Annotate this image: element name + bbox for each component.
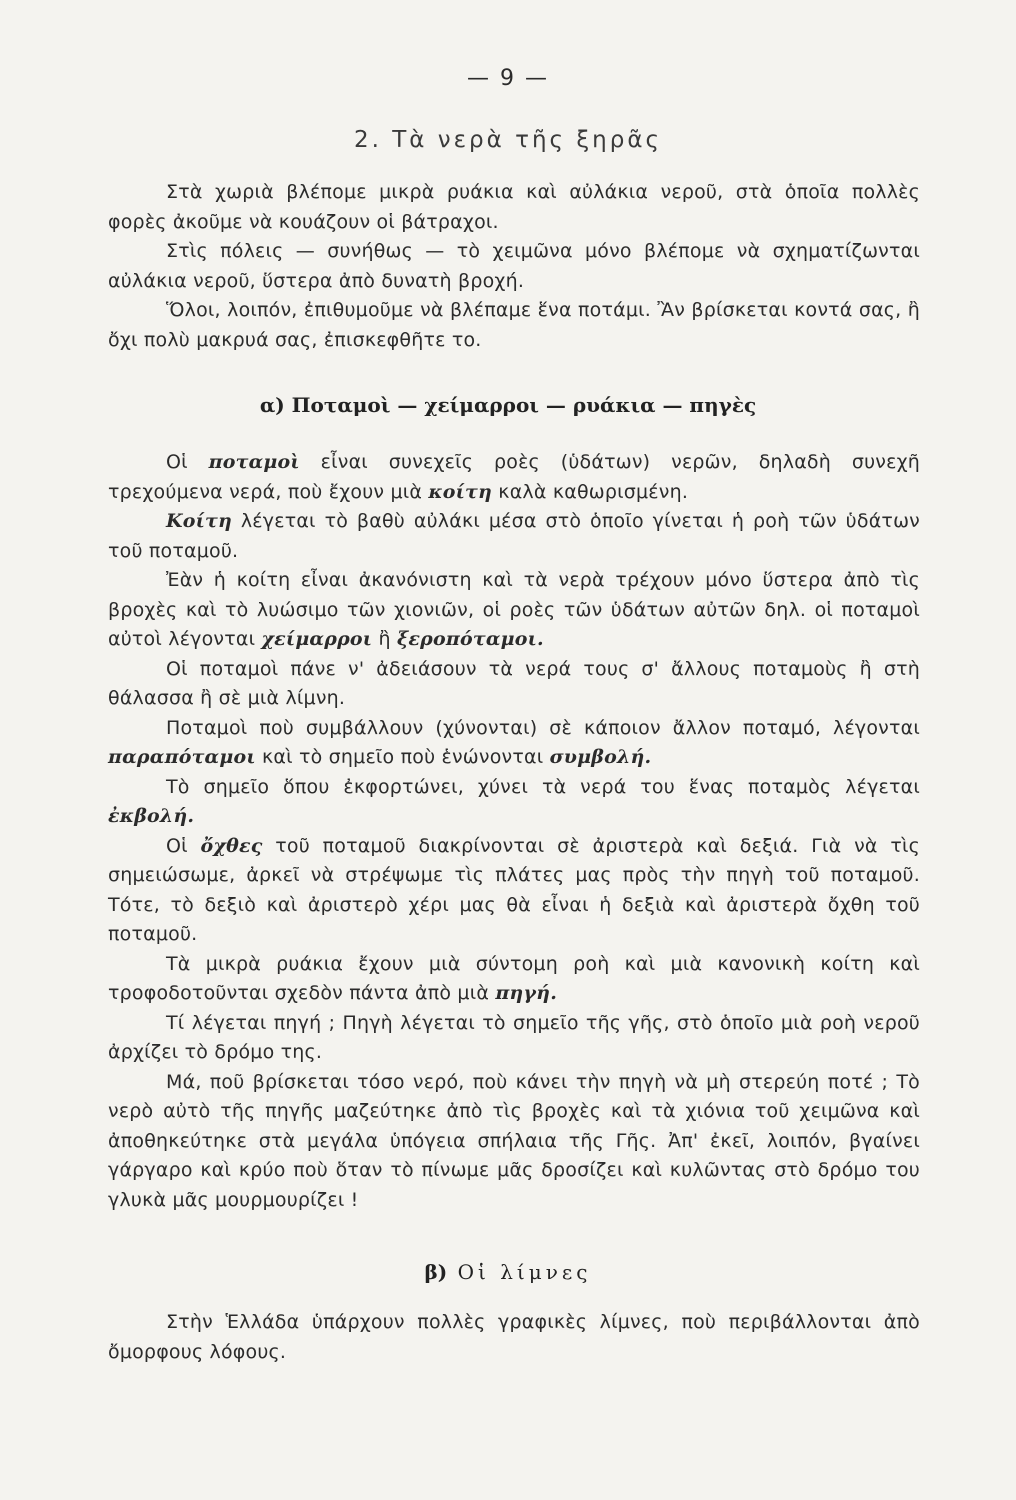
section-a-heading: α) Ποταμοὶ — χείμαρροι — ρυάκια — πηγὲς [259,393,757,417]
term-dry-rivers: ξεροπόταμοι. [396,628,544,650]
term-mouth: ἐκβολή. [108,805,195,827]
paragraph-mouth: Τὸ σημεῖο ὅπου ἐκφορτώνει, χύνει τὰ νερά του ἕνας ποταμὸς λέγεται ἐκβολή. [108,775,920,827]
intro-paragraph: Στὶς πόλεις — συνήθως — τὸ χειμῶνα μόνο βλέπομε νὰ σχηματίζωνται αὐλάκια νεροῦ, ὕστερα ἀπὸ δυνατὴ βροχή. [108,240,920,292]
intro-paragraph: Ὅλοι, λοιπόν, ἐπιθυμοῦμε νὰ βλέπαμε ἕνα ποτάμι. Ἂν βρίσκεται κοντά σας, ἢ ὄχι πολὺ μακρυά σας, ἐπισκεφθῆτε το. [108,299,920,351]
term-banks: ὄχθες [200,834,263,857]
section-b-title: Οἱ λίμνες [457,1260,592,1284]
intro-paragraph: Στὰ χωριὰ βλέπομε μικρὰ ρυάκια καὶ αὐλάκια νεροῦ, στὰ ὁποῖα πολλὲς φορὲς ἀκοῦμε νὰ κουάζουν οἱ βάτραχοι. [108,181,920,233]
term-riverbed-def: Κοίτη [166,510,232,532]
intro-text [108,178,920,355]
paragraph-riverbed: Κοίτη λέγεται τὸ βαθὺ αὐλάκι μέσα στὸ ὁποῖο γίνεται ἡ ροὴ τῶν ὑδάτων τοῦ ποταμοῦ. [108,510,920,562]
term-spring: πηγή. [495,982,558,1004]
section-b-heading [0,1260,1016,1284]
paragraph-rivers: Οἱ ποταμοὶ εἶναι συνεχεῖς ροὲς (ὑδάτων) νερῶν, δηλαδὴ συνεχῆ τρεχούμενα νερά, ποὺ ἔχουν μιὰ κοίτη καλὰ καθωρισμένη. [108,451,920,503]
paragraph-banks: Οἱ ὄχθες τοῦ ποταμοῦ διακρίνονται σὲ ἀριστερὰ καὶ δεξιά. Γιὰ νὰ τὶς σημειώσωμε, ἀρκεῖ νὰ στρέψωμε τὶς πλάτες μας πρὸς τὴν πηγὴ τοῦ ποταμοῦ. Τότε, τὸ δεξιὸ καὶ ἀριστερὸ χέρι μας θὰ εἶναι ἡ δεξιὰ καὶ ἀριστερὰ ὄχθη τοῦ ποταμοῦ. [108,834,920,945]
term-confluence: συμβολή. [549,746,652,768]
term-riverbed: κοίτη [428,480,493,503]
paragraph-spring-water: Μά, ποῦ βρίσκεται τόσο νερό, ποὺ κάνει τὴν πηγὴ νὰ μὴ στερεύη ποτέ ; Τὸ νερὸ αὐτὸ τῆς πηγῆς μαζεύτηκε ἀπὸ τὶς βροχὲς καὶ τὰ χιόνια τοῦ χειμῶνα καὶ ἀποθηκεύτηκε στὰ μεγάλα ὑπόγεια σπήλαια τῆς Γῆς. Ἀπ' ἐκεῖ, λοιπόν, βγαίνει γάργαρο καὶ κρύο ποὺ ὅταν τὸ πίνωμε μᾶς δροσίζει καὶ κυλῶντας στὸ δρόμο του γλυκὰ μᾶς μουρμουρίζει ! [108,1070,920,1211]
paragraph-tributaries: Ποταμοὶ ποὺ συμβάλλουν (χύνονται) σὲ κάποιον ἄλλον ποταμό, λέγονται παραπόταμοι καὶ τὸ σημεῖο ποὺ ἑνώνονται συμβολή. [108,716,920,768]
page-number: — 9 — [467,66,549,91]
paragraph-torrents: Ἐὰν ἡ κοίτη εἶναι ἀκανόνιστη καὶ τὰ νερὰ τρέχουν μόνο ὕστερα ἀπὸ τὶς βροχὲς καὶ τὸ λυώσιμο τῶν χιονιῶν, οἱ ροὲς τῶν ὑδάτων αὐτῶν δηλ. οἱ ποταμοὶ αὐτοὶ λέγονται χείμαρροι ἢ ξεροπόταμοι. [108,569,920,650]
term-tributaries: παραπόταμοι [108,746,256,768]
term-torrents: χείμαρροι [261,628,373,650]
term-rivers: ποταμοὶ [208,451,300,473]
section-b-text [108,1308,920,1367]
chapter-title: 2. Τὰ νερὰ τῆς ξηρᾶς [353,127,663,153]
section-b-label: β) [424,1260,448,1284]
paragraph-lakes: Στὴν Ἑλλάδα ὑπάρχουν πολλὲς γραφικὲς λίμνες, ποὺ περιβάλλονται ἀπὸ ὄμορφους λόφους. [108,1311,920,1363]
section-a-text [108,442,920,1215]
paragraph-streams: Τὰ μικρὰ ρυάκια ἔχουν μιὰ σύντομη ροὴ καὶ μιὰ κανονικὴ κοίτη καὶ τροφοδοτοῦνται σχεδὸν πάντα ἀπὸ μιὰ πηγή. [108,952,920,1004]
paragraph-spring-def: Τί λέγεται πηγή ; Πηγὴ λέγεται τὸ σημεῖο τῆς γῆς, στὸ ὁποῖο μιὰ ροὴ νεροῦ ἀρχίζει τὸ δρόμο της. [108,1011,920,1063]
paragraph-outflow: Οἱ ποταμοὶ πάνε ν' ἀδειάσουν τὰ νερά τους σ' ἄλλους ποταμοὺς ἢ στὴ θάλασσα ἢ σὲ μιὰ λίμνη. [108,657,920,709]
